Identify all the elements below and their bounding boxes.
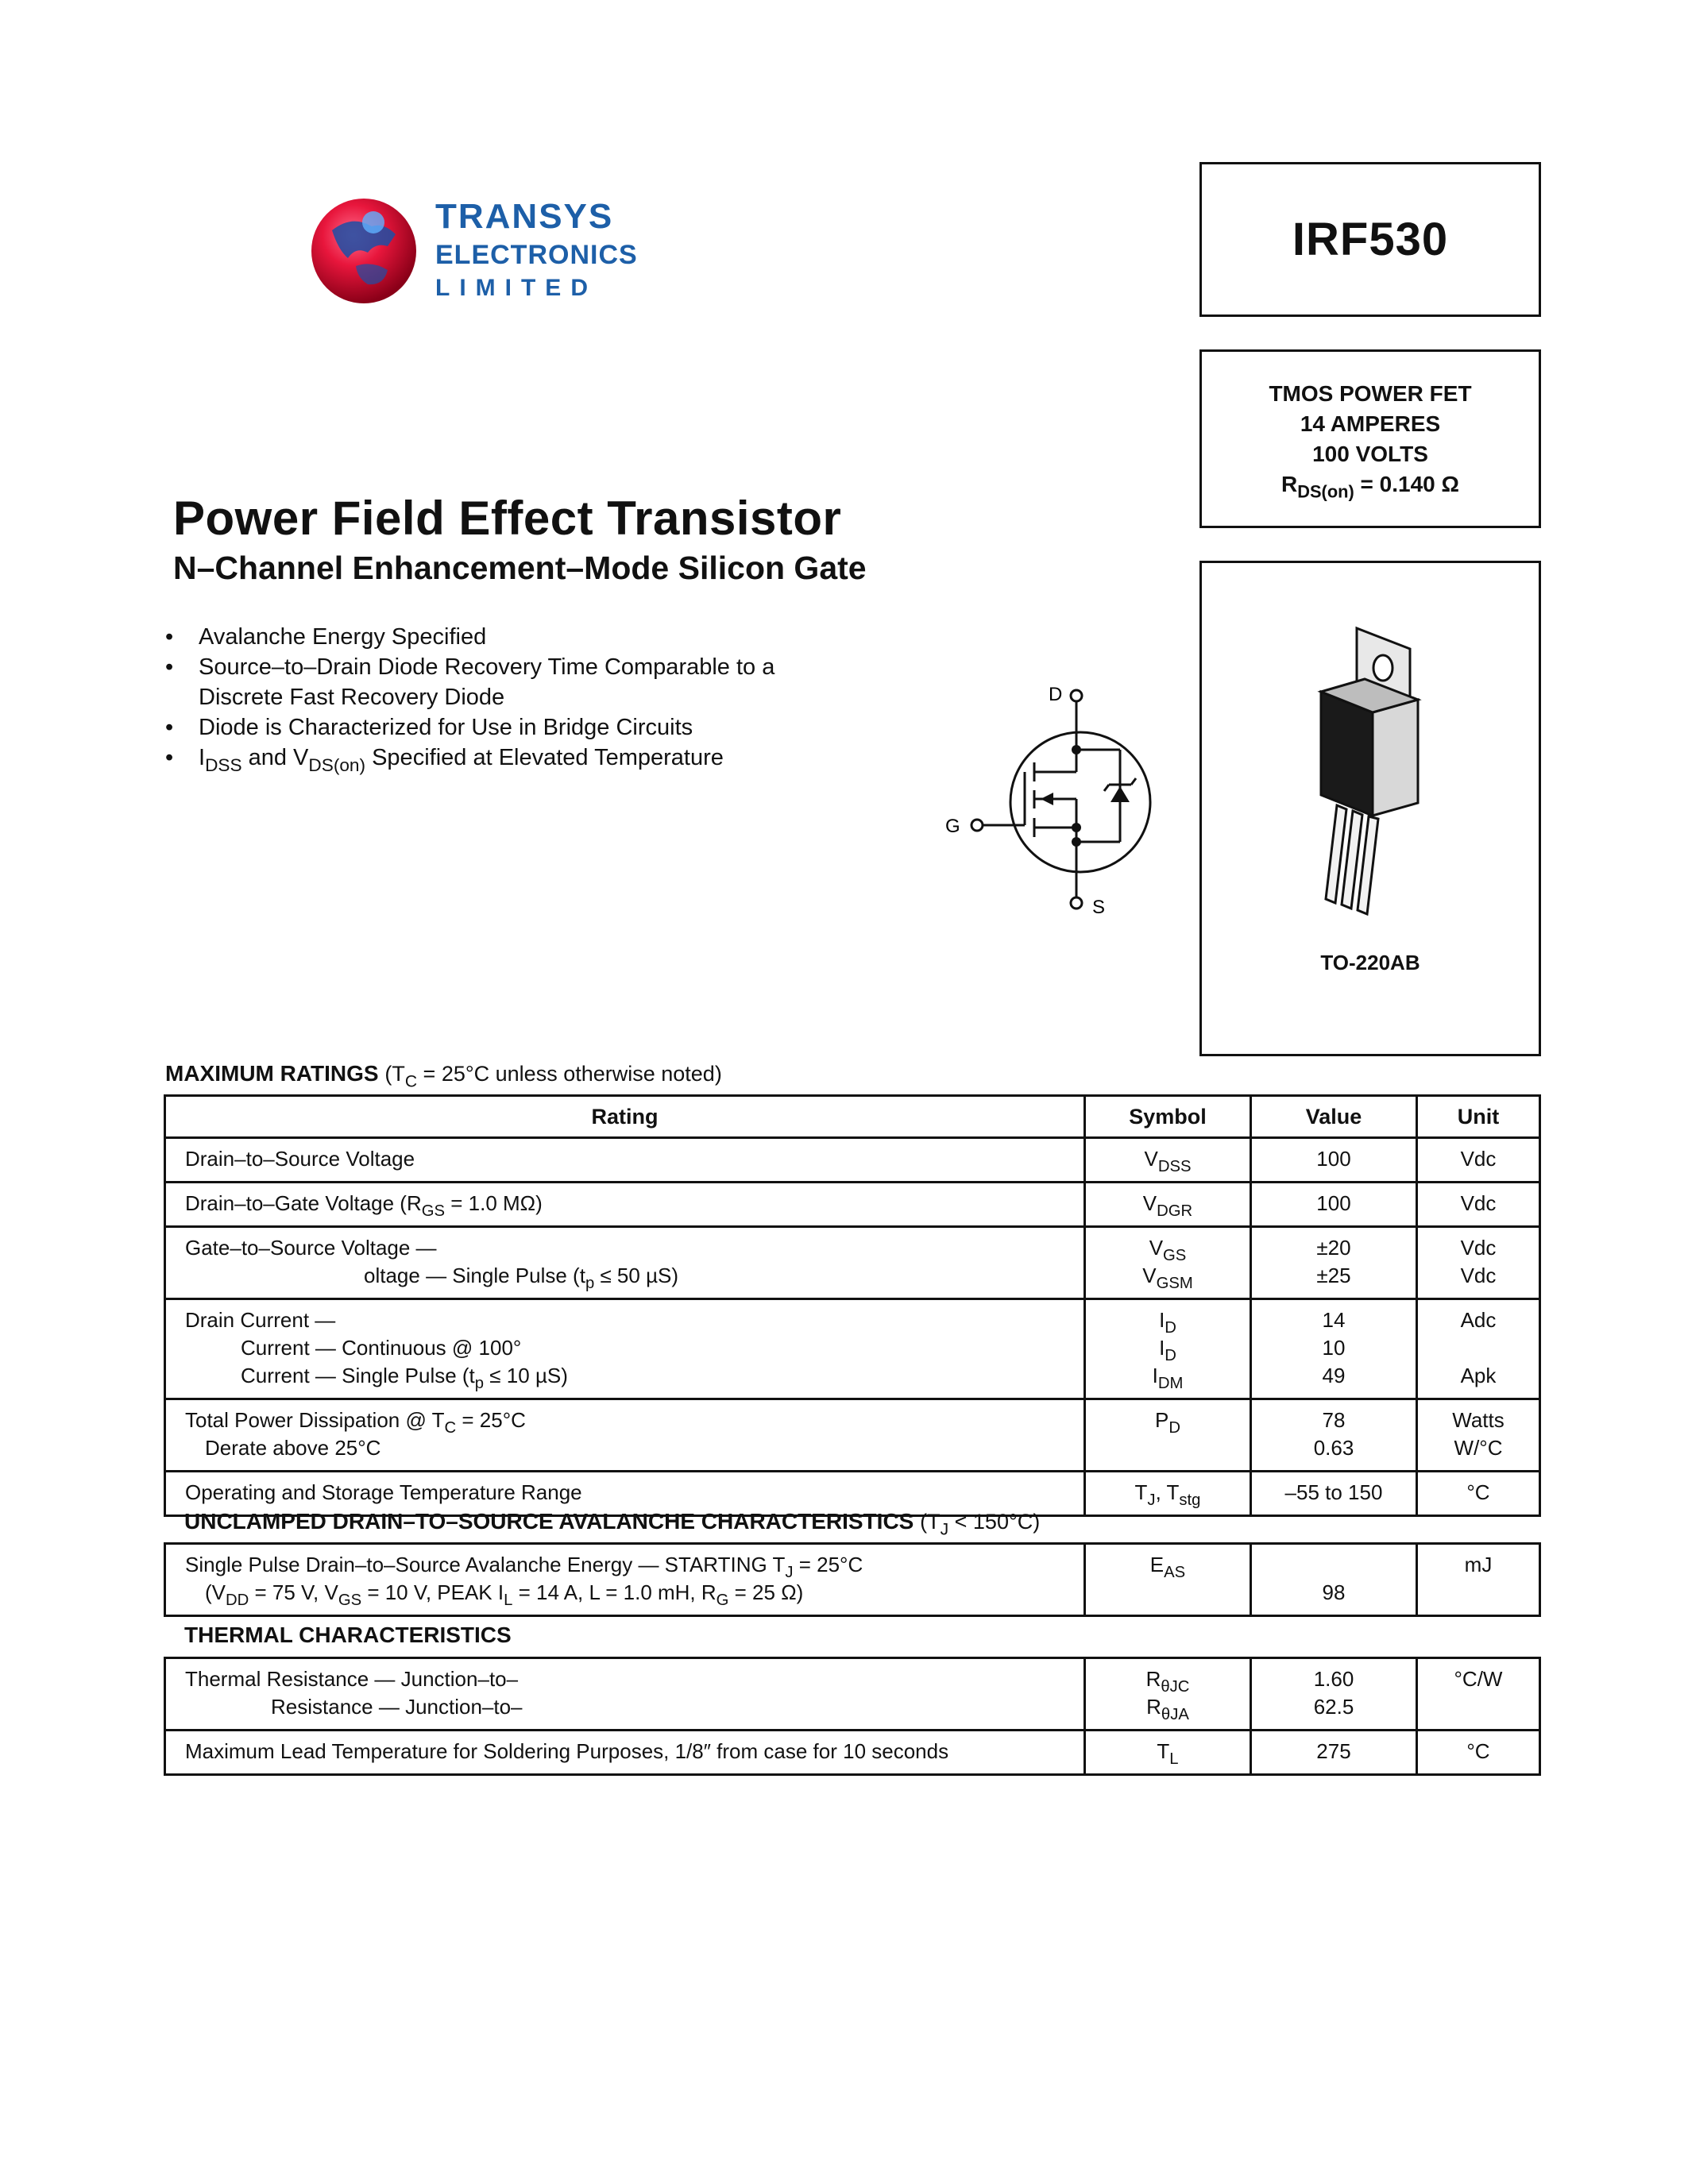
table-row: Total Power Dissipation @ $T_C = 25^\circ C$ Derate above 25°C $P_D$ 78 0.63 Watts W/°C: [165, 1399, 1540, 1472]
part-number-box: [1199, 162, 1541, 317]
document-title: Power Field Effect Transistor: [173, 492, 842, 545]
part-number: IRF530: [1292, 214, 1449, 265]
feature-item: • Diode is Characterized for Use in Bridge Circuits: [159, 712, 858, 743]
feature-item: • Source–to–Drain Diode Recovery Time Comparable to a Discrete Fast Recovery Diode: [159, 652, 858, 712]
feature-item: • Avalanche Energy Specified: [159, 622, 858, 652]
feature-item: • $I_{DSS}$ and $V_{DS(on)}$ Specified at Elevated Temperature: [159, 743, 858, 773]
table-row: Thermal Resistance — Junction–to– Resistance — Junction–to– $R_{\theta JC}$ $R_{\theta JA}$ 1.60 62.5 °C/W: [165, 1658, 1540, 1731]
document-subtitle: N–Channel Enhancement–Mode Silicon Gate: [173, 550, 867, 586]
thermal-table: [164, 1657, 1541, 1776]
package-label: TO-220AB: [1320, 951, 1420, 974]
spec-rds: $R_{DS(on)} = 0.140$ Ω: [1281, 471, 1459, 502]
to220-package-icon: [1202, 611, 1539, 944]
table-header-row: [165, 1096, 1540, 1138]
thermal-heading: THERMAL CHARACTERISTICS: [184, 1623, 512, 1647]
avalanche-table: [164, 1542, 1541, 1617]
package-box: [1199, 561, 1541, 1056]
spec-current: 14 AMPERES: [1300, 411, 1441, 436]
table-row: Operating and Storage Temperature Range $T_J$, $T_{stg}$ –55 to 150 °C: [165, 1472, 1540, 1516]
gate-label: G: [945, 816, 960, 837]
mosfet-symbol-icon: [937, 683, 1192, 929]
table-row: Drain Current — Current — Continuous @ 100° Current — Single Pulse ($t_p \le 10$ µS) $I_D$ $I_D$ $I_{DM}$ 14 10 49 Adc Apk: [165, 1299, 1540, 1399]
max-ratings-table: [164, 1094, 1541, 1517]
table-row: Single Pulse Drain–to–Source Avalanche Energy — STARTING $T_J = 25^\circ C$ ($V_{DD} = 75$ V, $V_{GS} = 10$ V, PEAK $I_L = 14$ A, L = 1.0 mH, $R_G = 25$ Ω) $E_{AS}$ 98 mJ: [165, 1544, 1540, 1616]
table-row: Drain–to–Source Voltage $V_{DSS}$ 100 Vdc: [165, 1138, 1540, 1183]
company-logo: [308, 191, 638, 310]
globe-logo-icon: [308, 191, 427, 310]
max-ratings-heading: MAXIMUM RATINGS ($T_C = 25^\circ C$ unless otherwise noted): [165, 1061, 722, 1091]
drain-label: D: [1049, 684, 1063, 705]
table-row: Gate–to–Source Voltage — oltage — Single Pulse ($t_p \le 50$ µS) $V_{GS}$ $V_{GSM}$ ±20 ±25 Vdc Vdc: [165, 1227, 1540, 1299]
spec-summary-box: [1199, 349, 1541, 528]
logo-line-1: TRANSYS: [435, 197, 614, 236]
spec-voltage: 100 VOLTS: [1312, 441, 1428, 466]
header-rating: Rating: [165, 1096, 1085, 1138]
header-symbol: Symbol: [1085, 1096, 1251, 1138]
source-label: S: [1092, 897, 1106, 918]
header-value: Value: [1251, 1096, 1417, 1138]
table-row: Drain–to–Gate Voltage ($R_{GS} = 1.0$ MΩ) $V_{DGR}$ 100 Vdc: [165, 1183, 1540, 1227]
table-row: Maximum Lead Temperature for Soldering Purposes, 1/8″ from case for 10 seconds $T_L$ 275 °C: [165, 1731, 1540, 1775]
logo-line-2: ELECTRONICS: [435, 240, 638, 270]
mosfet-schematic: [937, 683, 1192, 929]
logo-line-3: LIMITED: [435, 275, 597, 301]
avalanche-heading: UNCLAMPED DRAIN–TO–SOURCE AVALANCHE CHARACTERISTICS $(T_J < 150^\circ C)$: [184, 1509, 1041, 1539]
feature-list: [159, 622, 858, 773]
header-unit: Unit: [1417, 1096, 1540, 1138]
spec-type: TMOS POWER FET: [1269, 380, 1472, 406]
